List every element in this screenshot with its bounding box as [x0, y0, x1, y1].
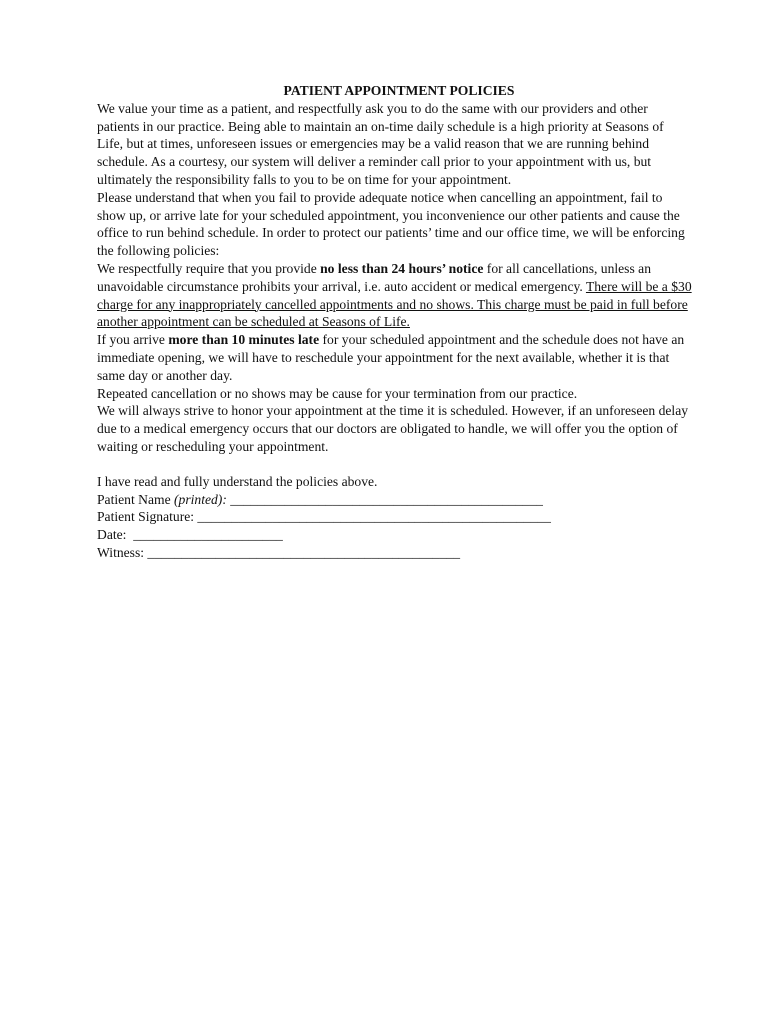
patient-name-field[interactable] [97, 491, 693, 509]
late-text-end: for your scheduled appointment and the schedule does not have an immediate opening, we will have to reschedule your appointment for the next available, whether it is that same day or another day. [97, 332, 685, 383]
notice-paragraph: Please understand that when you fail to provide adequate notice when cancelling an appointment, fail to show up, or arrive late for your scheduled appointment, you inconvenience our other patients and cause the office to run behind schedule. In order to protect our patients’ time and our office time, we will be enforcing the following policies: [97, 189, 685, 259]
late-text-start: If you arrive [97, 332, 169, 348]
patient-signature-line[interactable]: ____________________________________________________ [194, 509, 551, 525]
termination-paragraph: Repeated cancellation or no shows may be cause for your termination from our practice. [97, 385, 578, 401]
patient-signature-field[interactable] [97, 508, 693, 526]
spacer [97, 456, 693, 473]
cancellation-notice-bold: no less than 24 hours’ notice [320, 260, 484, 276]
acknowledgement-statement: I have read and fully understand the policies above. [97, 473, 378, 489]
cancellation-policy-paragraph [97, 260, 693, 331]
cancellation-text-start: We respectfully require that you provide [97, 260, 321, 276]
late-arrival-paragraph [97, 331, 693, 384]
date-line[interactable]: ______________________ [126, 527, 283, 543]
patient-name-note: (printed): [174, 491, 227, 507]
cancellation-text-mid: for all cancellations, unless an unavoidable circumstance prohibits your arrival, i.e. auto accident or medical emergency. [97, 260, 651, 294]
witness-field[interactable] [97, 544, 693, 562]
intro-paragraph: We value your time as a patient, and respectfully ask you to do the same with our providers and other patients in our practice. Being able to maintain an on-time daily schedule is a high priority at Seasons of Life, but at times, unforeseen issues or emergencies may be a valid reason that we are running behind schedule. As a courtesy, our system will deliver a reminder call prior to your appointment with us, but ultimately the responsibility falls to you to be on time for your appointment. [97, 100, 664, 187]
patient-name-label: Patient Name [97, 491, 175, 507]
date-field[interactable] [97, 526, 693, 544]
document-title: PATIENT APPOINTMENT POLICIES [283, 83, 515, 98]
late-threshold-bold: more than 10 minutes late [168, 332, 320, 348]
cancellation-charge-underlined: There will be a $30 charge for any inappropriately cancelled appointments and no shows. This charge must be paid in full before another appointment can be scheduled at Seasons of Life. [97, 278, 692, 330]
date-label: Date: [97, 527, 127, 543]
patient-signature-label: Patient Signature: [97, 509, 195, 525]
patient-name-line[interactable]: ______________________________________________ [226, 491, 543, 507]
witness-line[interactable]: ______________________________________________ [144, 544, 461, 560]
honor-appointment-paragraph: We will always strive to honor your appointment at the time it is scheduled. However, if an unforeseen delay due to a medical emergency occurs that our doctors are obligated to handle, we will offer you the option of waiting or rescheduling your appointment. [97, 403, 689, 454]
policy-document [97, 82, 693, 562]
witness-label: Witness: [97, 544, 145, 560]
